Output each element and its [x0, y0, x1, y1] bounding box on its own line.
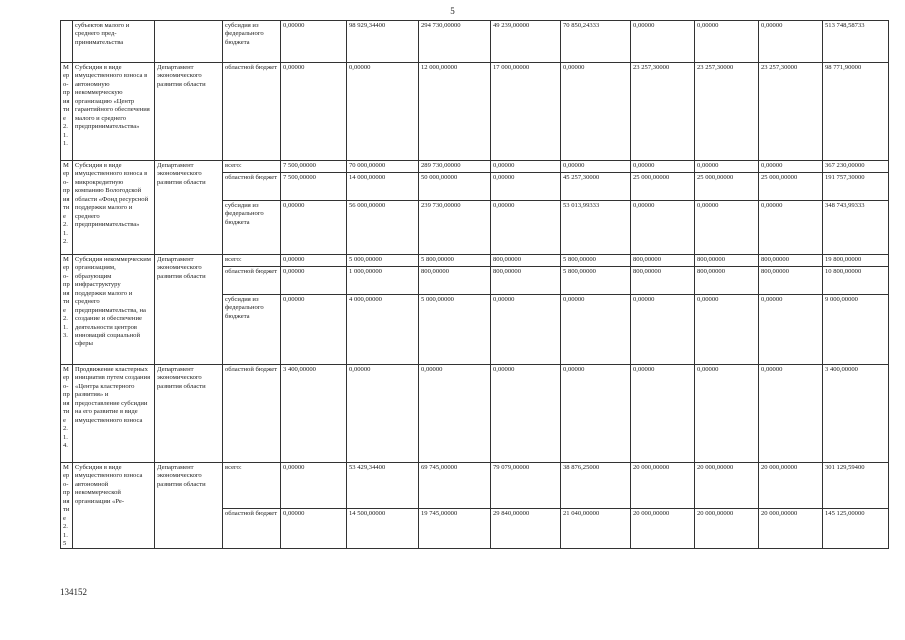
funding-source-cell: областной бюджет — [223, 509, 281, 549]
value-cell: 800,00000 — [759, 255, 823, 267]
value-cell: 239 730,00000 — [419, 201, 491, 255]
value-cell: 4 000,00000 — [347, 295, 419, 365]
value-cell: 7 500,00000 — [281, 173, 347, 201]
value-cell: 0,00000 — [631, 21, 695, 63]
value-cell: 0,00000 — [281, 463, 347, 509]
value-cell: 23 257,30000 — [759, 63, 823, 161]
value-cell: 0,00000 — [281, 21, 347, 63]
value-cell: 70 850,24333 — [561, 21, 631, 63]
value-cell: 20 000,00000 — [631, 509, 695, 549]
value-cell: 79 079,00000 — [491, 463, 561, 509]
value-cell: 0,00000 — [631, 161, 695, 173]
value-cell: 20 000,00000 — [759, 463, 823, 509]
value-cell: 0,00000 — [695, 295, 759, 365]
total-cell: 19 800,00000 — [823, 255, 889, 267]
value-cell: 5 800,00000 — [561, 267, 631, 295]
value-cell: 14 000,00000 — [347, 173, 419, 201]
value-cell: 0,00000 — [695, 161, 759, 173]
value-cell: 25 000,00000 — [695, 173, 759, 201]
event-label: Меро-приятие — [63, 256, 70, 314]
value-cell: 49 239,00000 — [491, 21, 561, 63]
value-cell: 800,00000 — [759, 267, 823, 295]
value-cell: 0,00000 — [631, 365, 695, 463]
value-cell: 0,00000 — [759, 365, 823, 463]
value-cell: 0,00000 — [631, 201, 695, 255]
value-cell: 0,00000 — [491, 295, 561, 365]
funding-source-cell: областной бюджет — [223, 267, 281, 295]
table-row — [61, 255, 889, 267]
funding-source-cell: всего: — [223, 463, 281, 509]
value-cell: 23 257,30000 — [631, 63, 695, 161]
value-cell: 0,00000 — [759, 295, 823, 365]
event-number: 2.1.5 — [63, 523, 68, 547]
value-cell: 12 000,00000 — [419, 63, 491, 161]
value-cell: 17 000,00000 — [491, 63, 561, 161]
funding-source-cell: областной бюджет — [223, 63, 281, 161]
total-cell: 10 800,00000 — [823, 267, 889, 295]
value-cell: 5 800,00000 — [419, 255, 491, 267]
value-cell: 800,00000 — [695, 255, 759, 267]
value-cell: 20 000,00000 — [695, 463, 759, 509]
value-cell: 21 040,00000 — [561, 509, 631, 549]
value-cell: 0,00000 — [491, 365, 561, 463]
value-cell: 38 876,25000 — [561, 463, 631, 509]
value-cell: 0,00000 — [695, 365, 759, 463]
total-cell: 98 771,90000 — [823, 63, 889, 161]
value-cell: 25 000,00000 — [759, 173, 823, 201]
executor-cell — [155, 21, 223, 63]
value-cell: 20 000,00000 — [695, 509, 759, 549]
table-row — [61, 161, 889, 173]
event-label: Меро-приятие — [63, 64, 70, 122]
executor-cell: Департамент экономического развития области — [155, 463, 223, 549]
value-cell: 1 000,00000 — [347, 267, 419, 295]
total-cell: 9 000,00000 — [823, 295, 889, 365]
value-cell: 0,00000 — [281, 267, 347, 295]
value-cell: 0,00000 — [347, 365, 419, 463]
value-cell: 0,00000 — [759, 21, 823, 63]
event-cell — [61, 255, 73, 365]
value-cell: 0,00000 — [281, 63, 347, 161]
event-cell — [61, 63, 73, 161]
value-cell: 5 800,00000 — [561, 255, 631, 267]
value-cell: 3 400,00000 — [281, 365, 347, 463]
value-cell: 0,00000 — [281, 201, 347, 255]
value-cell: 19 745,00000 — [419, 509, 491, 549]
value-cell: 69 745,00000 — [419, 463, 491, 509]
value-cell: 53 013,99333 — [561, 201, 631, 255]
table-row — [61, 21, 889, 63]
value-cell: 294 730,00000 — [419, 21, 491, 63]
value-cell: 800,00000 — [491, 255, 561, 267]
value-cell: 50 000,00000 — [419, 173, 491, 201]
event-number: 2.1.4. — [63, 425, 68, 449]
value-cell: 0,00000 — [491, 201, 561, 255]
value-cell: 0,00000 — [281, 295, 347, 365]
event-number: 2.1.2. — [63, 221, 68, 245]
value-cell: 0,00000 — [759, 201, 823, 255]
event-name-cell: Продвижение кластерных инициатив путем создания «Центра кластерного развития» и предоставление субсидии на его развитие в виде имущественного взноса — [73, 365, 155, 463]
event-number: 2.1.1. — [63, 123, 68, 147]
page-number: 5 — [450, 6, 455, 16]
total-cell: 367 230,00000 — [823, 161, 889, 173]
value-cell: 0,00000 — [281, 255, 347, 267]
event-cell — [61, 463, 73, 549]
executor-cell: Департамент экономического развития области — [155, 161, 223, 255]
value-cell: 0,00000 — [419, 365, 491, 463]
event-cell — [61, 21, 73, 63]
value-cell: 0,00000 — [347, 63, 419, 161]
value-cell: 800,00000 — [491, 267, 561, 295]
value-cell: 0,00000 — [695, 201, 759, 255]
funding-source-cell: всего: — [223, 161, 281, 173]
value-cell: 7 500,00000 — [281, 161, 347, 173]
funding-source-cell: субсидия из федерального бюджета — [223, 201, 281, 255]
value-cell: 800,00000 — [695, 267, 759, 295]
total-cell: 3 400,00000 — [823, 365, 889, 463]
event-name-cell: Субсидия в виде имущественного взноса в автономную некоммерческую организацию «Центр гарантийного обеспечения малого и среднего предпринимательства» — [73, 63, 155, 161]
value-cell: 0,00000 — [631, 295, 695, 365]
event-cell — [61, 365, 73, 463]
value-cell: 56 000,00000 — [347, 201, 419, 255]
value-cell: 14 500,00000 — [347, 509, 419, 549]
total-cell: 301 129,59400 — [823, 463, 889, 509]
value-cell: 0,00000 — [561, 295, 631, 365]
funding-source-cell: областной бюджет — [223, 173, 281, 201]
value-cell: 800,00000 — [631, 267, 695, 295]
event-name-cell: Субсидия в виде имущественного взноса в микрокредитную компанию Вологодской области «Фонд ресурсной поддержки малого и среднего предпринимательства» — [73, 161, 155, 255]
event-number: 2.1.3. — [63, 315, 68, 339]
funding-source-cell: всего: — [223, 255, 281, 267]
value-cell: 45 257,30000 — [561, 173, 631, 201]
event-label: Меро-приятие — [63, 162, 70, 220]
table-row — [61, 63, 889, 161]
funding-source-cell: субсидия из федерального бюджета — [223, 295, 281, 365]
value-cell: 0,00000 — [561, 63, 631, 161]
value-cell: 20 000,00000 — [631, 463, 695, 509]
event-label: Меро-приятие — [63, 464, 70, 522]
value-cell: 5 000,00000 — [419, 295, 491, 365]
value-cell: 98 929,34400 — [347, 21, 419, 63]
value-cell: 20 000,00000 — [759, 509, 823, 549]
executor-cell: Департамент экономического развития области — [155, 63, 223, 161]
executor-cell: Департамент экономического развития области — [155, 255, 223, 365]
total-cell: 513 748,58733 — [823, 21, 889, 63]
total-cell: 191 757,30000 — [823, 173, 889, 201]
value-cell: 23 257,30000 — [695, 63, 759, 161]
financing-table — [60, 20, 889, 549]
executor-cell: Департамент экономического развития области — [155, 365, 223, 463]
value-cell: 0,00000 — [561, 161, 631, 173]
value-cell: 800,00000 — [631, 255, 695, 267]
value-cell: 0,00000 — [491, 173, 561, 201]
value-cell: 0,00000 — [695, 21, 759, 63]
event-name-cell: Субсидия некоммерческим организациям, образующим инфраструктуру поддержки малого и среднего предпринимательства, на создание и обеспечение деятельности центров инноваций социальной сферы — [73, 255, 155, 365]
value-cell: 0,00000 — [491, 161, 561, 173]
document-code: 134152 — [60, 587, 87, 597]
value-cell: 25 000,00000 — [631, 173, 695, 201]
value-cell: 800,00000 — [419, 267, 491, 295]
value-cell: 0,00000 — [759, 161, 823, 173]
value-cell: 0,00000 — [561, 365, 631, 463]
event-cell — [61, 161, 73, 255]
event-name-cell: субъектов малого и среднего пред-принимательства — [73, 21, 155, 63]
value-cell: 5 000,00000 — [347, 255, 419, 267]
value-cell: 53 429,34400 — [347, 463, 419, 509]
funding-source-cell: областной бюджет — [223, 365, 281, 463]
value-cell: 0,00000 — [281, 509, 347, 549]
value-cell: 29 840,00000 — [491, 509, 561, 549]
table-row — [61, 463, 889, 509]
value-cell: 289 730,00000 — [419, 161, 491, 173]
value-cell: 70 000,00000 — [347, 161, 419, 173]
table-row — [61, 365, 889, 463]
total-cell: 145 125,00000 — [823, 509, 889, 549]
funding-source-cell: субсидия из федерального бюджета — [223, 21, 281, 63]
event-name-cell: Субсидия в виде имущественного взноса автономной некоммерческой организации «Ре- — [73, 463, 155, 549]
event-label: Меро-приятие — [63, 366, 70, 424]
total-cell: 348 743,99333 — [823, 201, 889, 255]
